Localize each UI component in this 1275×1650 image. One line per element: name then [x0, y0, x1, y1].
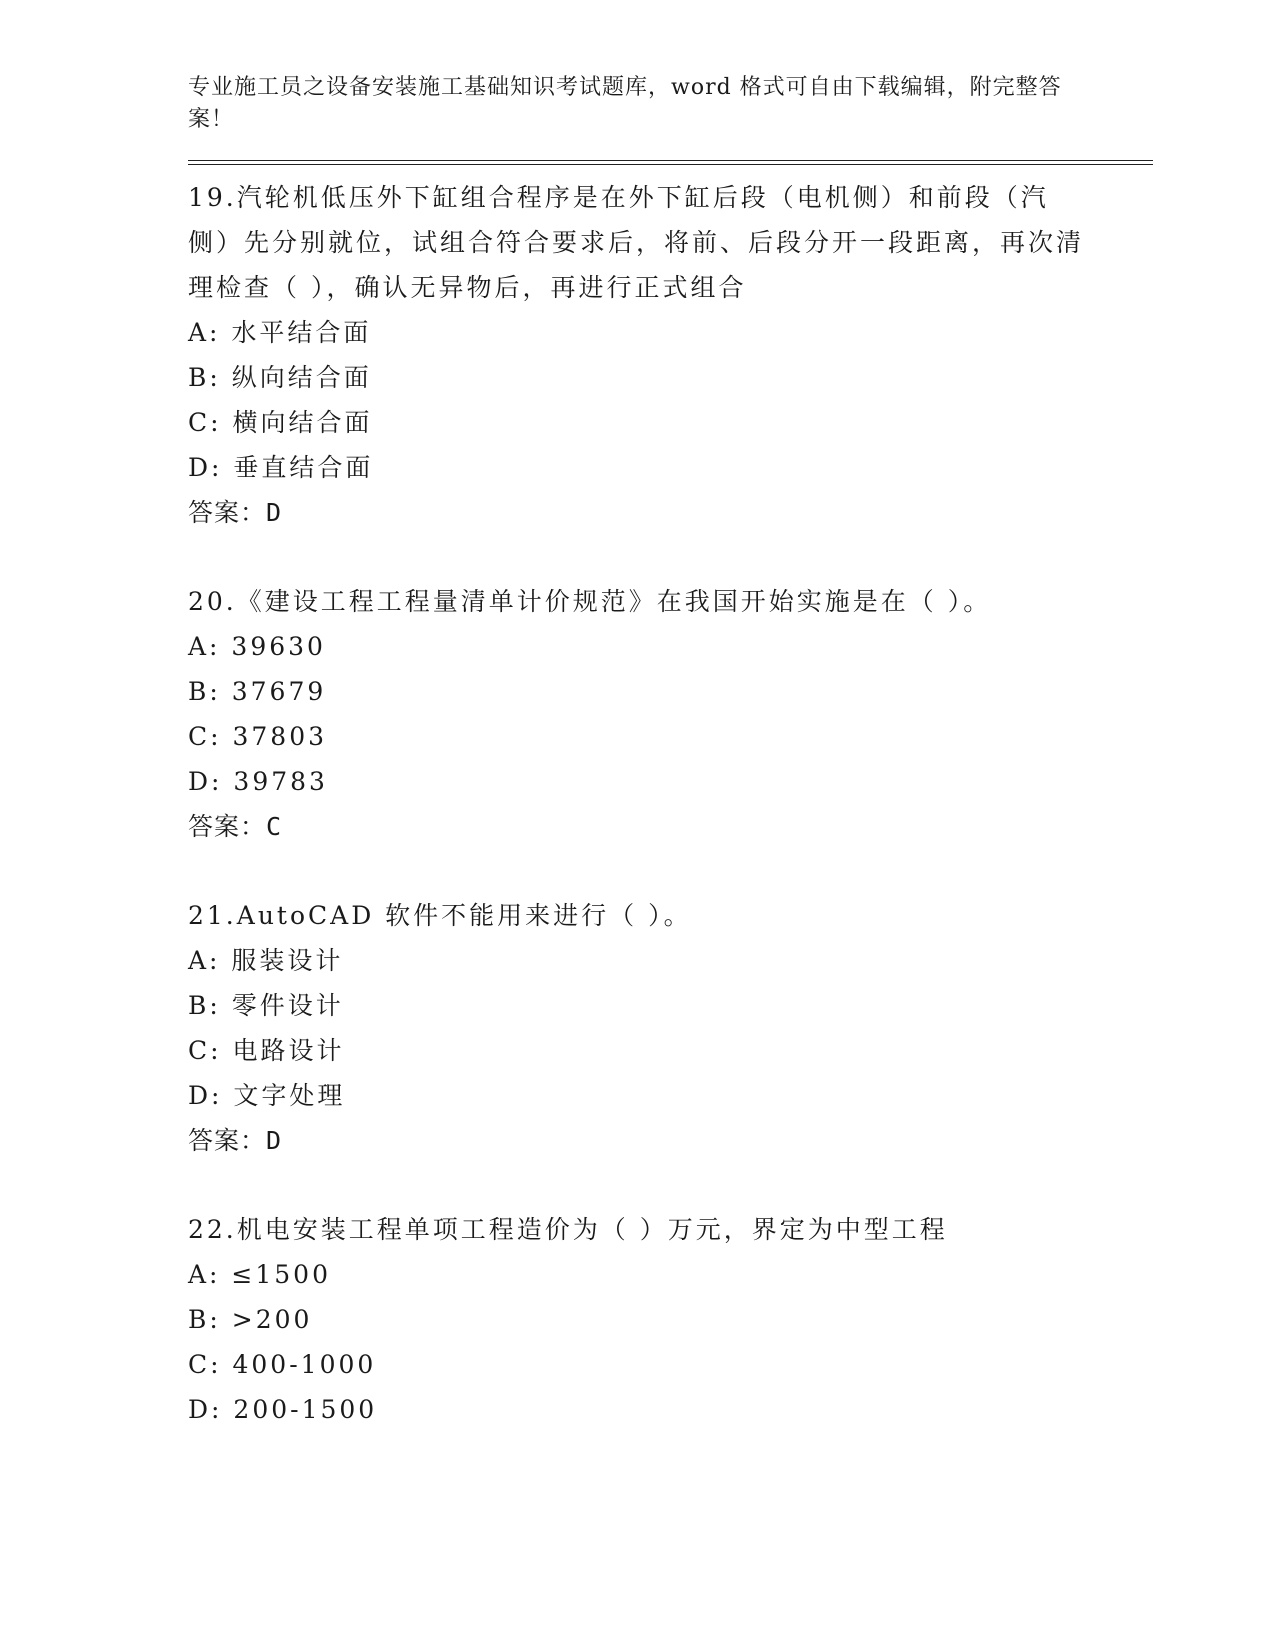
- option-a: A: 39630: [188, 632, 326, 661]
- answer-text: 答案：D: [188, 498, 283, 527]
- option-d: D: 文字处理: [188, 1081, 346, 1110]
- question-20: [188, 579, 1153, 849]
- answer-text: 答案：C: [188, 812, 283, 841]
- option-a: A: 水平结合面: [188, 318, 372, 347]
- option-d: D: 39783: [188, 767, 328, 796]
- option-c: C: 电路设计: [188, 1036, 345, 1065]
- option-a: A: ≤1500: [188, 1260, 331, 1289]
- question-stem: 21.AutoCAD 软件不能用来进行（ ）。: [188, 901, 692, 930]
- option-a: A: 服装设计: [188, 946, 344, 975]
- answer-text: 答案：D: [188, 1126, 283, 1155]
- question-stem: 20.《建设工程工程量清单计价规范》在我国开始实施是在（ ）。: [188, 587, 992, 616]
- question-22: [188, 1207, 1153, 1432]
- option-c: C: 横向结合面: [188, 408, 373, 437]
- option-d: D: 200-1500: [188, 1395, 378, 1424]
- option-b: B: 37679: [188, 677, 327, 706]
- question-stem: 19.汽轮机低压外下缸组合程序是在外下缸后段（电机侧）和前段（汽侧）先分别就位，试组合符合要求后，将前、后段分开一段距离，再次清理检查（ ），确认无异物后，再进行正式组合: [188, 183, 1085, 302]
- question-19: [188, 175, 1153, 535]
- question-list: [188, 175, 1153, 1432]
- option-b: B: 零件设计: [188, 991, 344, 1020]
- header-divider: [188, 160, 1153, 165]
- option-c: C: 400-1000: [188, 1350, 377, 1379]
- option-b: B: 纵向结合面: [188, 363, 372, 392]
- option-c: C: 37803: [188, 722, 328, 751]
- question-21: [188, 893, 1153, 1163]
- document-header: 专业施工员之设备安装施工基础知识考试题库，word 格式可自由下载编辑，附完整答案！: [188, 75, 1062, 132]
- option-d: D: 垂直结合面: [188, 453, 374, 482]
- question-stem: 22.机电安装工程单项工程造价为（ ）万元，界定为中型工程: [188, 1215, 948, 1244]
- option-b: B: >200: [188, 1305, 313, 1334]
- document-page: [188, 72, 1153, 1476]
